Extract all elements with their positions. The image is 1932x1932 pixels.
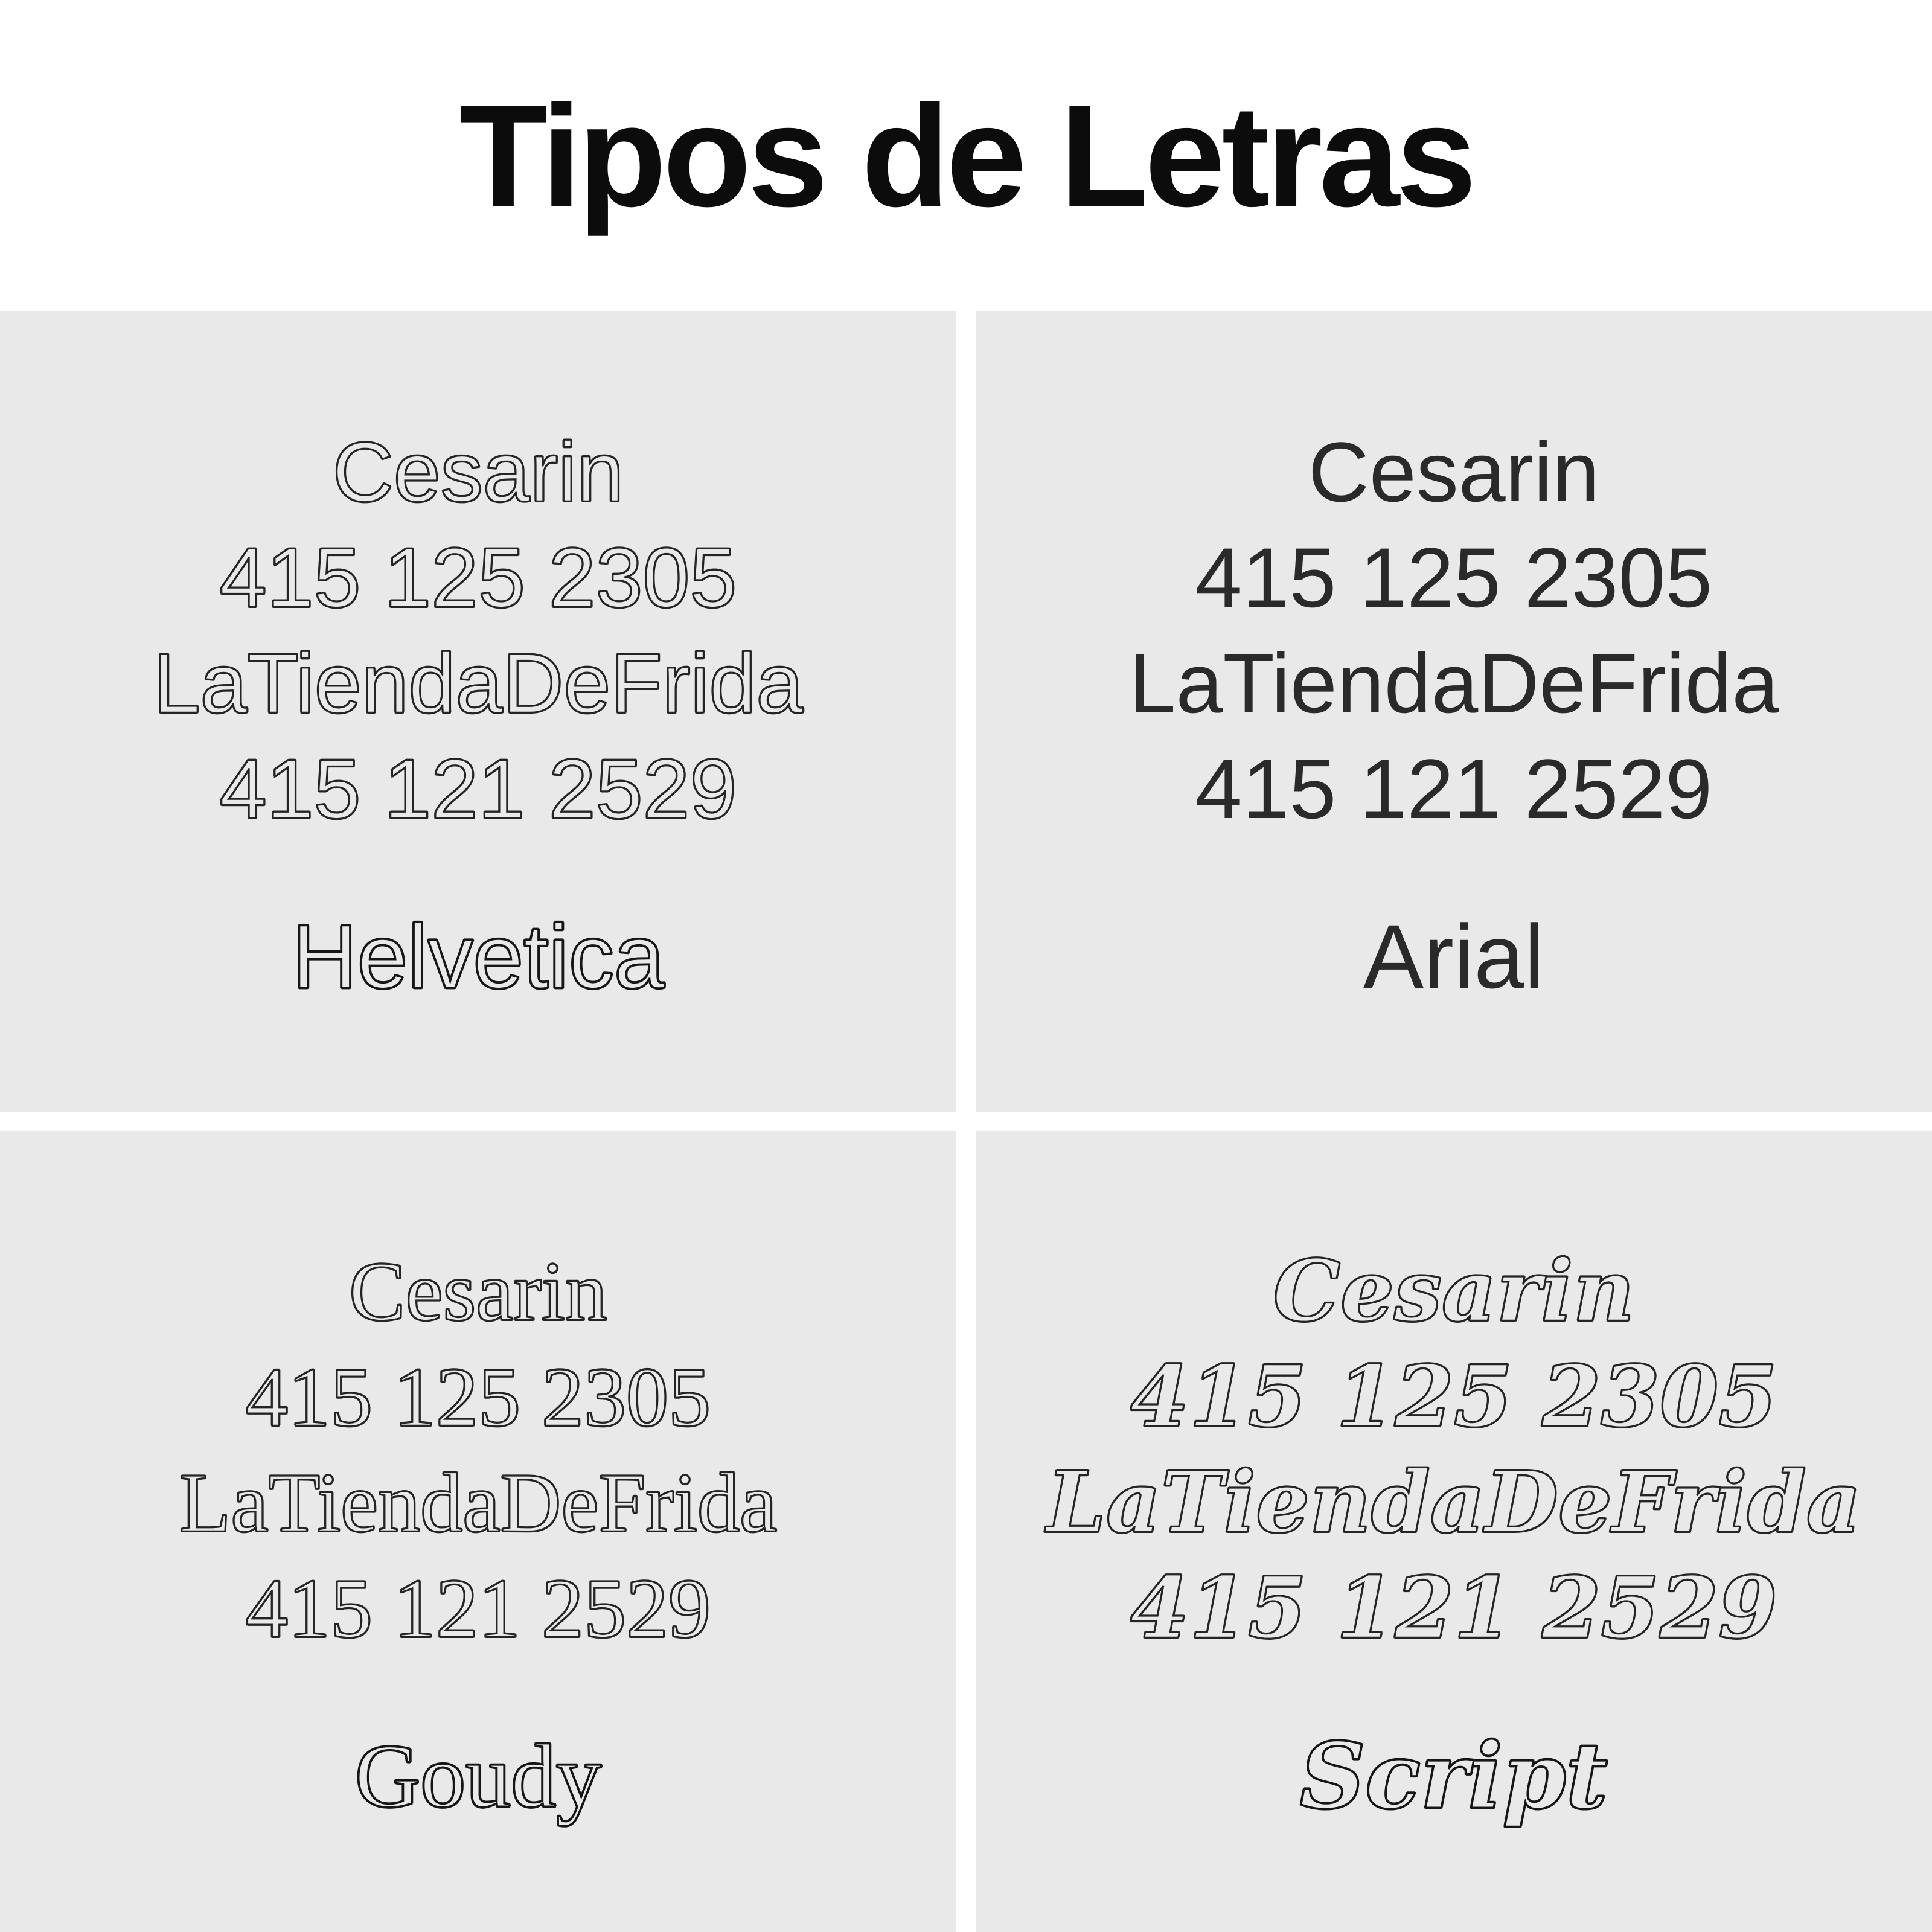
font-name-label-helvetica: Helvetica (292, 905, 665, 1007)
font-sample-panel-script (976, 1131, 1932, 1932)
sample-line: 415 125 2305 (1195, 529, 1713, 625)
title-band (0, 0, 1932, 311)
sample-line: Cesarin (332, 424, 624, 519)
font-samples-grid (0, 311, 1932, 1932)
sample-line: 415 121 2529 (1195, 741, 1713, 836)
font-name-label-arial: Arial (1363, 905, 1545, 1007)
sample-text-block (1047, 1239, 1861, 1662)
sample-line: 415 125 2305 (219, 529, 737, 625)
page-title: Tipos de Letras (459, 74, 1473, 237)
sample-line: Cesarin (1273, 1242, 1635, 1341)
font-sample-panel-arial (976, 311, 1932, 1112)
sample-text-block (1129, 419, 1779, 842)
font-sample-panel-goudy (0, 1131, 956, 1932)
sample-line: 415 125 2305 (246, 1351, 711, 1444)
sample-line: LaTiendaDeFrida (179, 1456, 778, 1550)
sample-line: Cesarin (349, 1245, 607, 1339)
sample-line: Cesarin (1308, 424, 1600, 519)
sample-text-block (179, 1239, 777, 1662)
sample-line: LaTiendaDeFrida (1046, 1453, 1861, 1552)
font-sample-panel-helvetica (0, 311, 956, 1112)
sample-line: 415 125 2305 (1130, 1348, 1777, 1447)
sample-text-block (153, 419, 804, 842)
sample-line: 415 121 2529 (219, 741, 737, 836)
font-name-label-goudy: Goudy (354, 1726, 602, 1826)
sample-line: LaTiendaDeFrida (153, 635, 804, 731)
sample-line: 415 121 2529 (1130, 1559, 1777, 1658)
font-name-label-script: Script (1300, 1723, 1608, 1829)
sample-line: LaTiendaDeFrida (1128, 635, 1779, 731)
sample-line: 415 121 2529 (246, 1562, 711, 1655)
